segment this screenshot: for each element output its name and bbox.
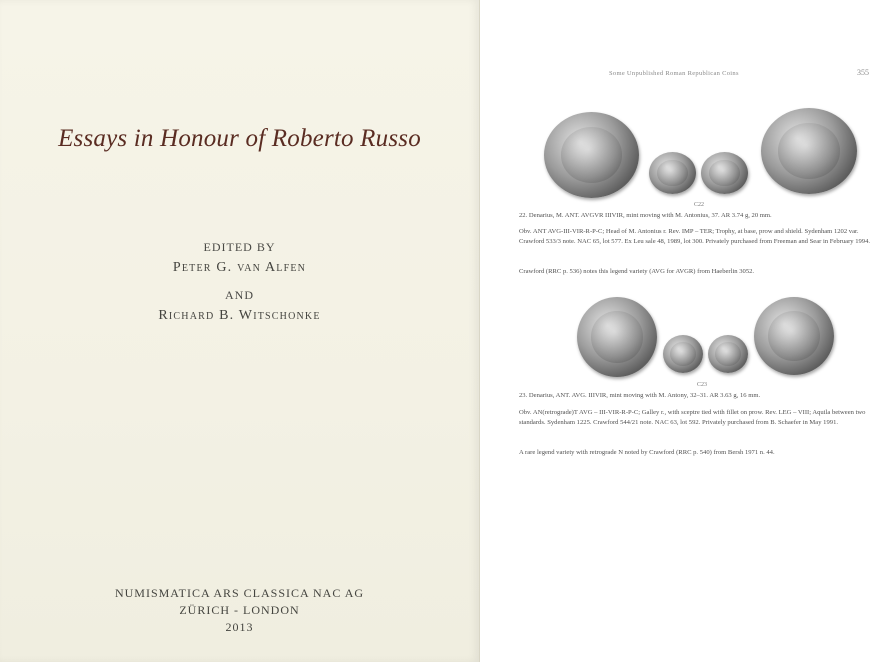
coin-image-obverse-large — [577, 297, 657, 377]
coin-image-reverse-large — [754, 297, 834, 375]
entry-23-description: Obv. AN(retrograde)T AVG – III-VIR-R-P-C; Galley r., with sceptre tied with fillet on prow. Rev. LEG – VIII; Aquila between two standards. Sydenham 1225. Crawford 544/21 note. NAC 63, lot 592. Privately purchased from B. Schaefer in May 1991. — [519, 409, 866, 426]
edited-by-label: EDITED BY — [203, 240, 276, 254]
entry-23-note: A rare legend variety with retrograde N noted by Crawford (RRC p. 540) from Bersh 1971 n. 44. — [519, 449, 775, 456]
entry-22-caption: 22. Denarius, M. ANT. AVGVR IIIVIR, mint moving with M. Antonius, 37. AR 3.74 g, 20 mm. — [519, 212, 772, 219]
figure-label: C22 — [694, 202, 705, 208]
publisher-name: NUMISMATICA ARS CLASSICA NAC AG — [114, 586, 365, 600]
coin-image-reverse-large — [761, 108, 857, 194]
editor-name-1: Peter G. van Alfen — [172, 260, 307, 275]
entry-22-note: Crawford (RRC p. 536) notes this legend variety (AVG for AVGR) from Haeberlin 3052. — [519, 268, 755, 275]
inner-page — [489, 0, 889, 662]
coin-image-obverse-small — [663, 335, 703, 373]
entry-23-caption: 23. Denarius, ANT. AVG. IIIVIR, mint moving with M. Antony, 32–31. AR 3.63 g, 16 mm. — [519, 392, 761, 399]
publisher-place: ZÜRICH - LONDON — [179, 603, 300, 617]
figure-label: C23 — [697, 382, 708, 388]
coin-image-reverse-small — [701, 152, 748, 194]
book-title: Essays in Honour of Roberto Russo — [58, 125, 421, 152]
and-label: AND — [225, 288, 254, 302]
page-number: 355 — [857, 68, 869, 77]
entry-22-description: Obv. ANT AVG-III-VIR-R-P-C; Head of M. Antonius r. Rev. IMP – TER; Trophy, at base, prow and shield. Sydenham 1202 var. Crawford 533/3 note. NAC 65, lot 577. Ex Leu sale 48, 1989, lot 300. Privately purchased from Freeman and Sear in February 1994. — [519, 228, 871, 245]
editor-name-2: Richard B. Witschonke — [158, 308, 321, 323]
coin-image-reverse-small — [708, 335, 748, 373]
running-head: Some Unpublished Roman Republican Coins — [609, 70, 739, 77]
coin-image-obverse-small — [649, 152, 696, 194]
publication-year: 2013 — [225, 620, 254, 634]
coin-image-obverse-large — [544, 112, 639, 198]
